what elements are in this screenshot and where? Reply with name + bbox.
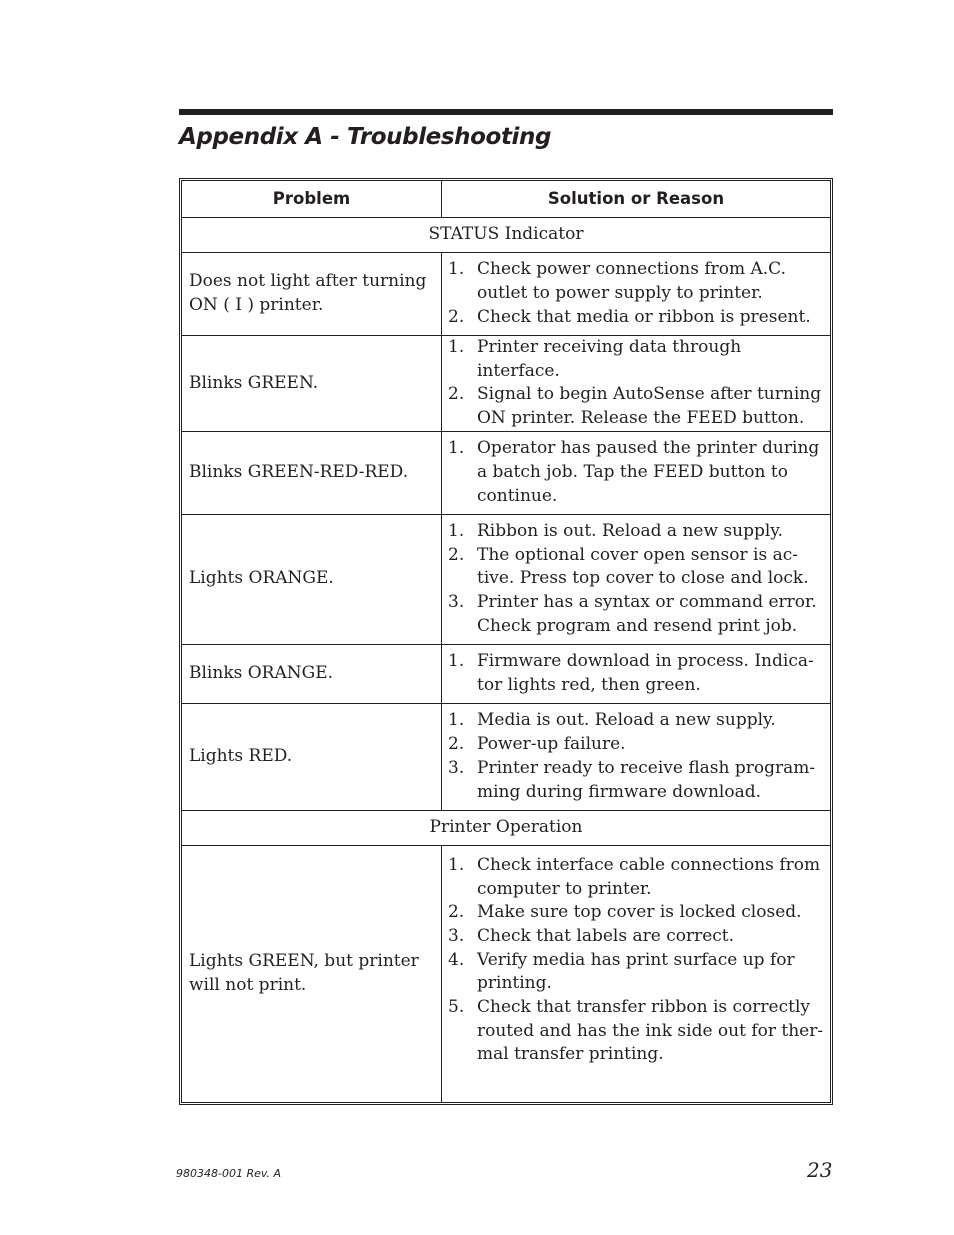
- solution-item: 1. Check power connections from A.C. outlet to power supply to printer.: [448, 259, 786, 304]
- solution-list: [448, 650, 824, 697]
- page-number: 23: [807, 1158, 833, 1182]
- troubleshooting-table: [181, 180, 831, 1103]
- top-rule: [179, 109, 833, 115]
- solution-item: 1. Media is out. Reload a new supply.: [448, 710, 776, 731]
- solution-item: 5. Check that transfer ribbon is correctly routed and has the ink side out for ther-mal transfer printing.: [448, 997, 824, 1065]
- table-row: [182, 253, 831, 336]
- solution-item: 2. Make sure top cover is locked closed.: [448, 902, 802, 923]
- table-row: [182, 644, 831, 703]
- solution-cell: [442, 431, 831, 514]
- solution-item: 1. Ribbon is out. Reload a new supply.: [448, 521, 784, 542]
- solution-item: 1. Printer receiving data through interface.: [448, 337, 742, 381]
- solution-item: 2. Power-up failure.: [448, 734, 626, 755]
- table-row: [182, 703, 831, 810]
- solution-list: [448, 709, 824, 804]
- problem-cell: Blinks GREEN.: [182, 336, 442, 432]
- solution-item: 2. Signal to begin AutoSense after turning ON printer. Release the FEED button.: [448, 384, 822, 429]
- problem-cell: Lights ORANGE.: [182, 514, 442, 644]
- solution-item: 3. Printer has a syntax or command error. Check program and resend print job.: [448, 592, 817, 636]
- solution-item: 3. Check that labels are correct.: [448, 925, 735, 946]
- solution-cell: [442, 336, 831, 432]
- solution-list: [448, 854, 824, 1067]
- section-title: STATUS Indicator: [182, 218, 831, 253]
- solution-cell: [442, 845, 831, 1102]
- solution-item: 4. Verify media has print surface up for printing.: [448, 949, 795, 994]
- solution-cell: [442, 703, 831, 810]
- section-row-printer-operation: [182, 810, 831, 845]
- header-problem: Problem: [182, 181, 442, 218]
- solution-cell: [442, 644, 831, 703]
- header-solution: Solution or Reason: [442, 181, 831, 218]
- solution-item: 1. Check interface cable connections from computer to printer.: [448, 854, 821, 899]
- table-header-row: [182, 181, 831, 218]
- solution-list: [448, 520, 824, 639]
- problem-cell: Lights RED.: [182, 703, 442, 810]
- table-row: [182, 431, 831, 514]
- solution-item: 1. Operator has paused the printer during a batch job. Tap the FEED button to continue.: [448, 438, 820, 506]
- section-title: Printer Operation: [182, 810, 831, 845]
- solution-cell: [442, 514, 831, 644]
- table-row: [182, 845, 831, 1102]
- solution-list: [448, 336, 824, 431]
- problem-cell: Does not light after turning ON ( I ) printer.: [182, 253, 442, 336]
- solution-item: 1. Firmware download in process. Indica-tor lights red, then green.: [448, 651, 814, 695]
- table-row: [182, 514, 831, 644]
- solution-list: [448, 258, 824, 329]
- problem-cell: Lights GREEN, but printer will not print.: [182, 845, 442, 1102]
- solution-cell: [442, 253, 831, 336]
- solution-list: [448, 437, 824, 508]
- solution-item: 2. The optional cover open sensor is ac-tive. Press top cover to close and lock.: [448, 544, 809, 589]
- doc-number: 980348-001 Rev. A: [176, 1167, 281, 1180]
- section-row-status: [182, 218, 831, 253]
- solution-item: 2. Check that media or ribbon is present.: [448, 306, 811, 327]
- table-row: [182, 336, 831, 432]
- troubleshooting-table-frame: [179, 178, 833, 1105]
- problem-cell: Blinks GREEN-RED-RED.: [182, 431, 442, 514]
- page-title: Appendix A - Troubleshooting: [179, 124, 552, 150]
- problem-cell: Blinks ORANGE.: [182, 644, 442, 703]
- solution-item: 3. Printer ready to receive flash program-ming during firmware download.: [448, 757, 816, 802]
